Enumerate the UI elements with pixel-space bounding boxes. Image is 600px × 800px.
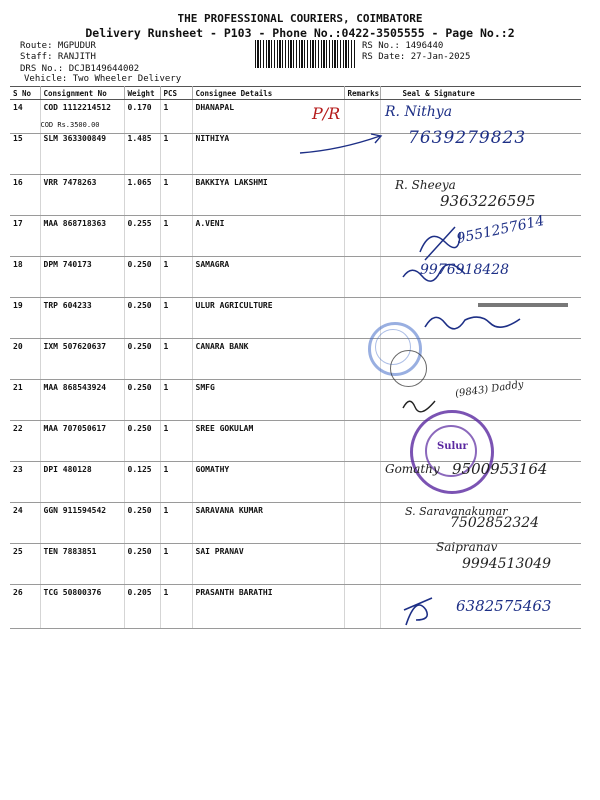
row-pcs: 1 — [160, 462, 192, 503]
row-remarks — [344, 585, 380, 629]
row-consignment: TRP 604233 — [40, 298, 124, 339]
col-pcs: PCS — [160, 87, 192, 100]
row-consignee: DHANAPAL — [192, 100, 344, 134]
row-weight: 0.250 — [124, 380, 160, 421]
row-sno: 20 — [10, 339, 40, 380]
route-label: Route: MGPUDUR — [20, 41, 96, 51]
staff-label: Staff: RANJITH — [20, 52, 96, 62]
row-consignee: SARAVANA KUMAR — [192, 503, 344, 544]
sig23-name: Gomathy — [385, 462, 440, 476]
row-consignment: MAA 868718363 — [40, 216, 124, 257]
row-consignment: SLM 363300849 — [40, 134, 124, 175]
row-sno: 25 — [10, 544, 40, 585]
row-sno: 21 — [10, 380, 40, 421]
row-pcs: 1 — [160, 544, 192, 585]
signature-scribble — [400, 393, 440, 413]
table-row — [10, 421, 581, 462]
row-consignee: SAI PRANAV — [192, 544, 344, 585]
row-weight: 0.205 — [124, 585, 160, 629]
row-sno: 14 — [10, 100, 40, 134]
row-consignment: GGN 911594542 — [40, 503, 124, 544]
row-remarks — [344, 421, 380, 462]
row-consignee: NITHIYA — [192, 134, 344, 175]
row-consignee: BAKKIYA LAKSHMI — [192, 175, 344, 216]
row-consignee: GOMATHY — [192, 462, 344, 503]
row-remarks — [344, 175, 380, 216]
row-remarks — [344, 380, 380, 421]
row-sno: 18 — [10, 257, 40, 298]
row-weight: 0.125 — [124, 462, 160, 503]
row-pcs: 1 — [160, 216, 192, 257]
signature-scribble — [396, 590, 436, 628]
row-consignment: MAA 868543924 — [40, 380, 124, 421]
row-weight: 0.250 — [124, 257, 160, 298]
row-weight: 0.255 — [124, 216, 160, 257]
row-pcs: 1 — [160, 175, 192, 216]
row-consignee: A.VENI — [192, 216, 344, 257]
row-weight: 1.065 — [124, 175, 160, 216]
col-consignment: Consignment No — [40, 87, 124, 100]
rs-date: RS Date: 27-Jan-2025 — [362, 52, 471, 62]
stamp-text: Sulur — [437, 441, 468, 452]
sig25-name: Saipranav — [436, 540, 498, 554]
col-sno: S No — [10, 87, 40, 100]
row-consignment: TCG 50800376 — [40, 585, 124, 629]
vehicle-label: Vehicle: Two Wheeler Delivery — [24, 74, 182, 84]
row-pcs: 1 — [160, 380, 192, 421]
col-weight: Weight — [124, 87, 160, 100]
row-consignment: IXM 507620637 — [40, 339, 124, 380]
row-sno: 17 — [10, 216, 40, 257]
rs-number: RS No.: 1496440 — [362, 41, 444, 51]
row-weight: 0.250 — [124, 298, 160, 339]
row-sno: 23 — [10, 462, 40, 503]
row-sno: 26 — [10, 585, 40, 629]
sig14-name: R. Nithya — [385, 104, 453, 120]
row-pcs: 1 — [160, 257, 192, 298]
sig16-phone: 9363226595 — [440, 192, 536, 210]
row-remarks — [344, 462, 380, 503]
row-consignment: DPM 740173 — [40, 257, 124, 298]
row-sno: 24 — [10, 503, 40, 544]
sig24-name: S. Saravanakumar — [405, 505, 508, 518]
sig24-phone: 7502852324 — [450, 515, 540, 531]
sig23-phone: 9500953164 — [452, 460, 548, 478]
sig26-phone: 6382575463 — [456, 597, 552, 615]
row-pcs: 1 — [160, 503, 192, 544]
row-pcs: 1 — [160, 100, 192, 134]
row-pcs: 1 — [160, 134, 192, 175]
row-consignment: COD 1112214512 — [43, 103, 111, 112]
row-pcs: 1 — [160, 421, 192, 462]
row-consignee: CANARA BANK — [192, 339, 344, 380]
row-weight: 0.250 — [124, 503, 160, 544]
drs-number: DRS No.: DCJB149644002 — [20, 64, 140, 74]
row-remarks — [344, 503, 380, 544]
row-consignee: SAMAGRA — [192, 257, 344, 298]
pr-mark: P/R — [312, 104, 341, 123]
sig25-phone: 9994513049 — [462, 556, 552, 572]
row-pcs: 1 — [160, 339, 192, 380]
row-sno: 16 — [10, 175, 40, 216]
row-weight: 1.485 — [124, 134, 160, 175]
row-weight: 0.250 — [124, 544, 160, 585]
row-sno: 15 — [10, 134, 40, 175]
col-consignee: Consignee Details — [192, 87, 344, 100]
row-consignment: MAA 707050617 — [40, 421, 124, 462]
barcode — [255, 40, 355, 68]
row-pcs: 1 — [160, 298, 192, 339]
table-row — [10, 339, 581, 380]
row-sno: 22 — [10, 421, 40, 462]
row-consignee: SREE GOKULAM — [192, 421, 344, 462]
row-pcs: 1 — [160, 585, 192, 629]
row-remarks — [344, 257, 380, 298]
sig16-name: R. Sheeya — [395, 178, 456, 192]
sig21-text: (9843) Daddy — [454, 379, 525, 400]
row-consignee: SMFG — [192, 380, 344, 421]
sig15-phone: 7639279823 — [408, 128, 527, 148]
row-consignment: VRR 7478263 — [40, 175, 124, 216]
runsheet-subtitle: Delivery Runsheet - P103 - Phone No.:0422-3505555 - Page No.:2 — [85, 26, 515, 40]
row-sno: 19 — [10, 298, 40, 339]
col-remarks: Remarks — [344, 87, 380, 100]
row-consignment: DPI 480128 — [40, 462, 124, 503]
row-remarks — [344, 216, 380, 257]
signature-scribble — [420, 305, 530, 335]
row-consignee: PRASANTH BARATHI — [192, 585, 344, 629]
company-title: THE PROFESSIONAL COURIERS, COIMBATORE — [177, 12, 423, 25]
row-weight: 0.170 — [124, 100, 160, 134]
row-consignee: ULUR AGRICULTURE — [192, 298, 344, 339]
row-weight: 0.250 — [124, 339, 160, 380]
arrow-icon — [295, 128, 390, 158]
row-remarks — [344, 544, 380, 585]
stamp-small — [390, 350, 427, 387]
row-weight: 0.250 — [124, 421, 160, 462]
row-consignment: TEN 7883851 — [40, 544, 124, 585]
cod-note: COD Rs.3500.00 — [40, 121, 100, 129]
sig18-phone: 9976918428 — [420, 262, 510, 278]
sig17-phone: 9551257614 — [455, 212, 546, 248]
col-seal: Seal & Signature — [380, 87, 581, 100]
